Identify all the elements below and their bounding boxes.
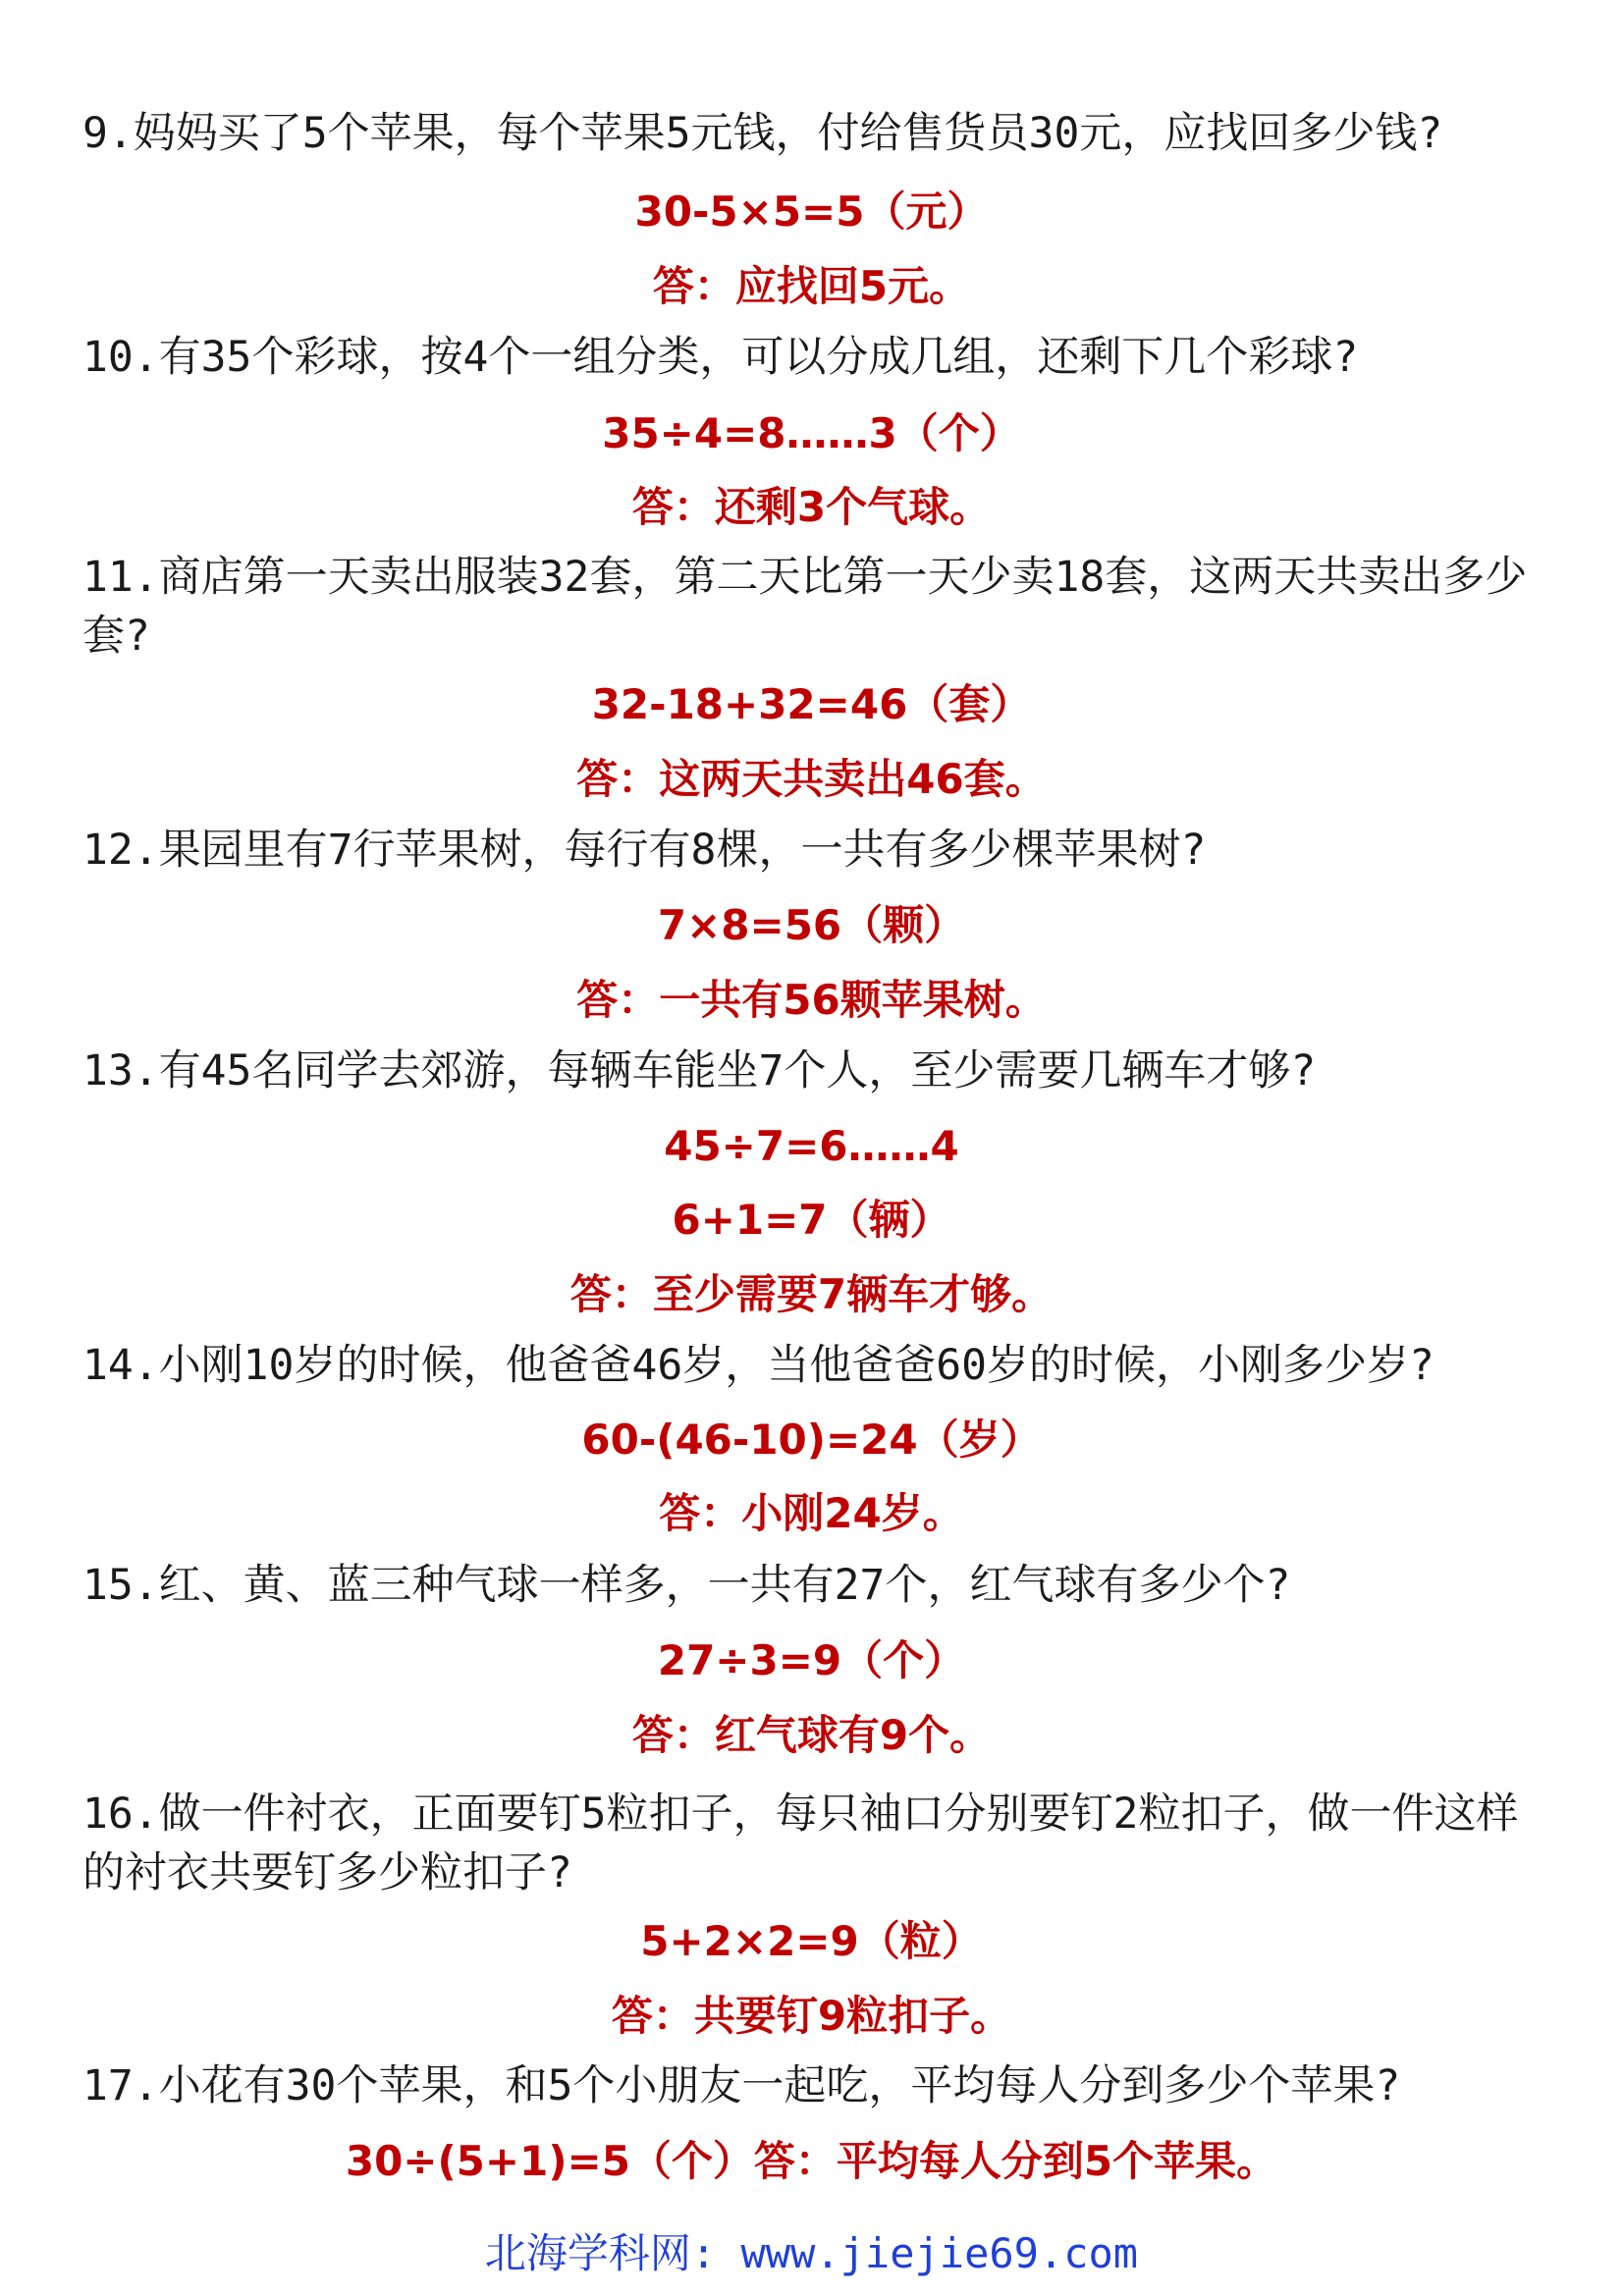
solution-16-answer: 答：共要钉9粒扣子。 [611,1992,1012,2040]
solution-9-answer: 答：应找回5元。 [652,262,971,310]
question-16: 16.做一件衬衣，正面要钉5粒扣子，每只袖口分别要钉2粒扣子，做一件这样的衬衣共要钉多少粒扣子? [82,1789,1519,1897]
question-11: 11.商店第一天卖出服装32套，第二天比第一天少卖18套，这两天共卖出多少套? [82,553,1528,661]
solution-11-equation: 32-18+32=46（套） [591,680,1032,728]
solution-10-equation: 35÷4=8……3（个） [602,409,1021,457]
solution-12-answer: 答：一共有56颗苹果树。 [576,976,1047,1024]
solution-13-answer: 答：至少需要7辆车才够。 [569,1270,1054,1318]
question-9: 9.妈妈买了5个苹果，每个苹果5元钱，付给售货员30元，应找回多少钱? [82,109,1443,158]
question-12: 12.果园里有7行苹果树，每行有8棵，一共有多少棵苹果树? [82,826,1207,875]
solution-14-equation: 60-(46-10)=24（岁） [581,1415,1042,1464]
solution-12-equation: 7×8=56（颗） [657,901,966,949]
solution-17-equation-answer: 30÷(5+1)=5（个）答：平均每人分到5个苹果。 [345,2137,1278,2185]
question-13: 13.有45名同学去郊游，每辆车能坐7个人，至少需要几辆车才够? [82,1046,1317,1095]
solution-15-answer: 答：红气球有9个。 [631,1711,992,1759]
solution-15-equation: 27÷3=9（个） [657,1636,966,1684]
question-17: 17.小花有30个苹果，和5个小朋友一起吃，平均每人分到多少个苹果? [82,2061,1401,2110]
solution-14-answer: 答：小刚24岁。 [659,1489,964,1537]
solution-16-equation: 5+2×2=9（粒） [640,1917,983,1965]
solution-11-answer: 答：这两天共卖出46套。 [576,755,1047,803]
question-15: 15.红、黄、蓝三种气球一样多，一共有27个，红气球有多少个? [82,1561,1291,1610]
solution-9-equation: 30-5×5=5（元） [634,187,989,236]
solution-13-equation: 45÷7=6……4 [664,1122,959,1170]
solution-13-step: 6+1=7（辆） [672,1196,951,1244]
question-10: 10.有35个彩球，按4个一组分类，可以分成几组，还剩下几个彩球? [82,333,1359,382]
question-14: 14.小刚10岁的时候，他爸爸46岁，当他爸爸60岁的时候，小刚多少岁? [82,1341,1434,1390]
solution-10-answer: 答：还剩3个气球。 [631,483,992,531]
footer-website: 北海学科网: www.jiejie69.com [484,2229,1139,2277]
